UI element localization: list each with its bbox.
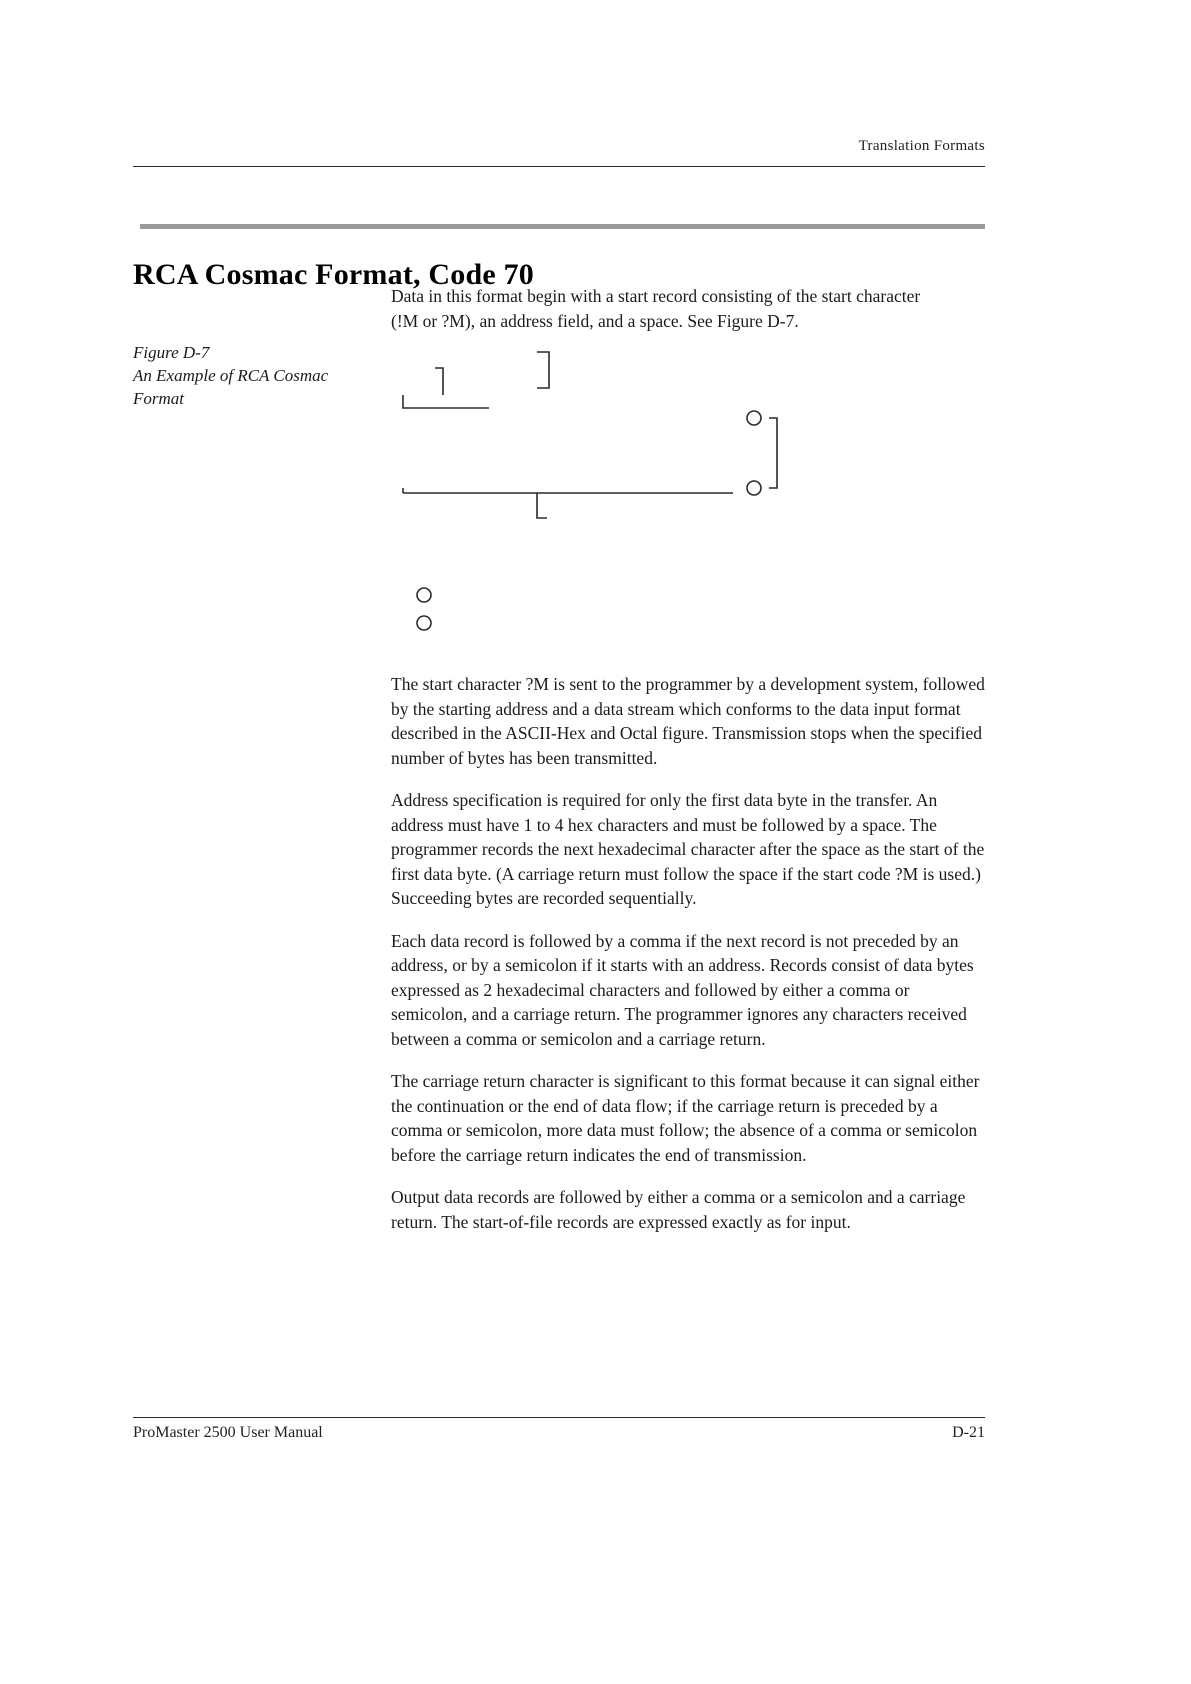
body-paragraph: Address specification is required for only the first data byte in the transfer. An address must have 1 to 4 hex characters and must be followed by a space. The programmer records the next hexadecimal character after the space as the start of the first data byte. (A carriage return must follow the space if the start code ?M is used.) Succeeding bytes are recorded sequentially. — [391, 790, 985, 908]
running-head: Translation Formats — [858, 138, 985, 154]
body-paragraph: The carriage return character is significant to this format because it can signal either the continuation or the end of data flow; if the carriage return is preceded by a comma or semicolon, more data must follow; the absence of a comma or semicolon before the carriage return indicates the end of transmission. — [391, 1071, 980, 1165]
footer-page-number: D-21 — [952, 1424, 985, 1441]
title-top-rule — [140, 224, 985, 229]
body-paragraph: Output data records are followed by either a comma or a semicolon and a carriage return. The start-of-file records are expressed exactly as for input. — [391, 1187, 966, 1232]
figure-caption-line-2: An Example of RCA Cosmac — [133, 366, 329, 385]
body-paragraph: The start character ?M is sent to the programmer by a development system, followed by the starting address and a data stream which conforms to the data input format described in the ASCII-Hex and Octal figure. Transmission stops when the specified number of bytes has been transmitted. — [391, 674, 985, 768]
footer-manual-title: ProMaster 2500 User Manual — [133, 1424, 323, 1441]
body-text-block — [391, 672, 985, 1252]
header-divider — [133, 166, 985, 167]
figure-caption — [133, 341, 363, 410]
figure-caption-line-3: Format — [133, 389, 184, 408]
footer-divider — [133, 1417, 985, 1418]
intro-paragraph: Data in this format begin with a start record consisting of the start character (!M or ?M), an address field, and a space. See Figure D-7. — [391, 286, 921, 331]
figure-caption-line-1: Figure D-7 — [133, 343, 210, 362]
rca-cosmac-format-diagram — [391, 340, 821, 640]
page-title: RCA Cosmac Format, Code 70 — [133, 258, 534, 292]
body-paragraph: Each data record is followed by a comma if the next record is not preceded by an address, or by a semicolon if it starts with an address. Records consist of data bytes expressed as 2 hexadecimal characters and followed by either a comma or semicolon, and a carriage return. The programmer ignores any characters received between a comma or semicolon and a carriage return. — [391, 930, 974, 1049]
